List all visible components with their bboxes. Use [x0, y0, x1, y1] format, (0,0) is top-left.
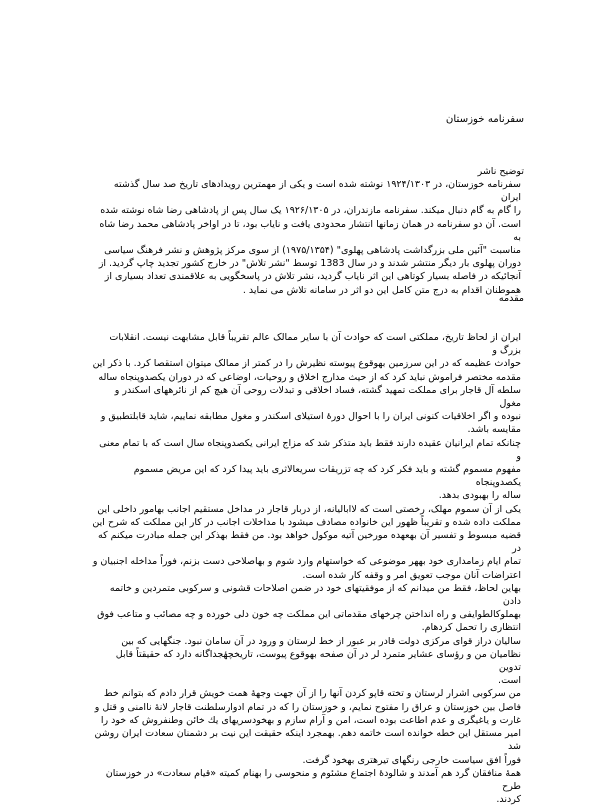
introduction-body: ایران از لحاظ تاریخ، مملکتی است که حوادث آن با سایر ممالک عالم تقریباً قابل مشابهت نیست. انقلابات بزرگ و حوادث عظیمه که در این سرزمین بهوقوع پیوسته نظیرش را در کمتر از ممالک میتوان استقصا کرد. با ذکر این مقدمه مختصر فراموش نباید کرد که از حیث مدارج اخلاق و روحیات، اوضاعی که در دوران یکصدوپنجاه ساله سلطه آل قاجار برای مملکت تمهید گشته، فساد اخلاقی و تبدلات روحی آن هیچ کم از نائرههای اسکندر و مغول نبوده و اگر اخلاقیات کنونی ایران را با احوال دورهٔ استیلای اسکندر و مغول مطابقه نماییم، شاید قابلتطبیق و مقایسه باشد. چنانکه تمام ایرانیان عقیده دارند فقط باید متذکر شد که مزاج ایرانی یکصدوپنجاه سال است که با تمام معنی و مفهوم مسموم گشته و باید فکر کرد که چه تزریقات سریعالاثری باید پیدا کرد که این مریض مسموم یکصدوپنجاه ساله را بهبودی بدهد. یکی از آن سموم مهلک، رخصتی است که لاابالیانه، از دربار قاجار در مداخل مستقیم اجانب بهامور داخلی این مملکت داده شده و تقریباً ظهور این خانواده مصادف میشود با مداخلات اجانب در کار این مملکت که شرح این قضیه مبسوط و تفسیر آن بهعهده مورخین آتیه موکول خواهد بود. من فقط بهذکر این جمله مبادرت میکنم که در تمام ایام زمامداری خود بههر موضوعی که خواستهام وارد شوم و بهاصلاحی دست بزنم، فوراً مداخله اجنبیان و اعتراضات آنان موجب تعویق امر و وقفه کار شده است. بهاین لحاظ، فقط من میدانم که از موفقیتهای خود در ضمن اصلاحات قشونی و سرکوبی متمردین و خاتمه دادن بهملوکالطوایفی و راه انداختن چرخهای مقدماتی این مملکت چه خون دلی خورده و چه مصائب و متاعب فوق انتظاری را تحمل کردهام. سالیان دراز قوای مرکزی دولت قادر بر عبور از خط لرستان و ورود در آن سامان نبود. جنگهایی که بین نظامیان من و رؤسای عشایر متمرد لر در آن صفحه بهوقوع پیوست، تاریخچهٔجداگانه دارد که حقیقتاً قابل تدوین است. من سرکوبی اشرار لرستان و تخته قاپو کردن آنها را از آن جهت وجههٔ همت خویش قرار دادم که بتوانم خط فاصل بین خوزستان و عراق را مفتوح نمایم، و خوزستان را که در تمام ادوارسلطنت قاجار لانهٔ ناامنی و قتل و غارت و یاغیگری و عدم اطاعت بوده است، امن و آرام سازم و بهخودسریهای یك خائن وطنفروش که خود را امیر مستقل این خطه خوانده است خاتمه دهم. بهمجرد اینکه حقیقت این نیت بر دشمنان سعادت ایران روشن شد فوراً افق سیاست خارجی رنگهای تیرهتری بهخود گرفت. همهٔ منافقان گرد هم آمدند و شالودهٔ اجتماع مشئوم و منحوسی را بهنام کمیته «قیام سعادت» در خوزستان طرح کردند.	[92, 332, 521, 806]
document-title: سفرنامه خوزستان	[445, 114, 524, 125]
publisher-note-paragraph: سفرنامه خوزستان، در ۱۹۲۴/۱۳۰۳ نوشته شده است و یکی از مهمترین رویدادهای تاریخ صد سال گذشته ایران را گام به گام دنبال میکند. سفرنامه مازندران، در ۱۹۲۶/۱۳۰۵ یک سال پس از پادشاهی رضا شاه نوشته شده است. آن دو سفرنامه در همان زمانها انتشار محدودی یافت و نایاب بود، تا در اواخر پادشاهی محمد رضا شاه به مناسبت "آئین ملی بزرگداشت پادشاهی پهلوی" (۱۹۷۵/۱۳۵۴) از سوی مرکز پژوهش و نشر فرهنگ سیاسی دوران پهلوی بار دیگر منتشر شدند و در سال 1383 توسط "نشر تلاش" در خارج کشور تجدید چاپ گردید. از آنجائیکه در فاصله بسیار کوتاهی این اثر نایاب گردید، نشر تلاش در پاسخگویی به علاقمندی تعداد بسیاری از هموطنان اقدام به درج متن کامل این دو اثر در سامانه تلاش می نماید .	[98, 179, 521, 296]
introduction-heading: مقدمه	[498, 293, 524, 304]
publisher-note-heading: توضیح ناشر	[477, 166, 524, 177]
